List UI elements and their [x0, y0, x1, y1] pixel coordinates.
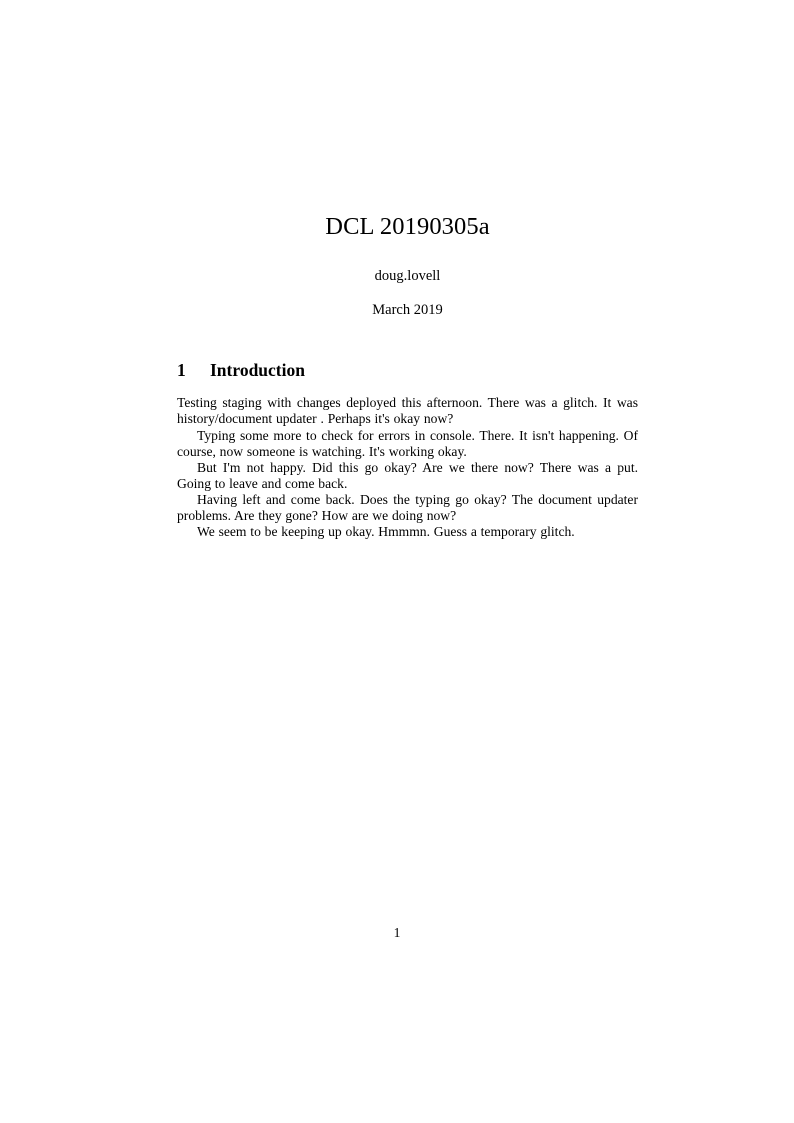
document-date: March 2019	[372, 302, 443, 319]
section-heading-introduction	[177, 360, 638, 381]
document-author: doug.lovell	[374, 268, 441, 285]
paragraph: Testing staging with changes deployed this afternoon. There was a glitch. It was history/document updater . Perhaps it's okay now?	[177, 395, 638, 427]
document-body	[177, 0, 638, 540]
paragraph: We seem to be keeping up okay. Hmmmn. Guess a temporary glitch.	[197, 524, 575, 540]
paragraph: Having left and come back. Does the typing go okay? The document updater problems. Are they gone? How are we doing now?	[177, 491, 638, 524]
page-number: 1	[393, 925, 401, 940]
section-title: Introduction	[210, 360, 305, 381]
section-number: 1	[177, 360, 186, 381]
paragraph: Typing some more to check for errors in console. There. It isn't happening. Of course, now someone is watching. It's working okay.	[177, 427, 638, 459]
document-title: DCL 20190305a	[325, 213, 490, 240]
paragraph: But I'm not happy. Did this go okay? Are we there now? There was a put. Going to leave and come back.	[177, 459, 638, 491]
